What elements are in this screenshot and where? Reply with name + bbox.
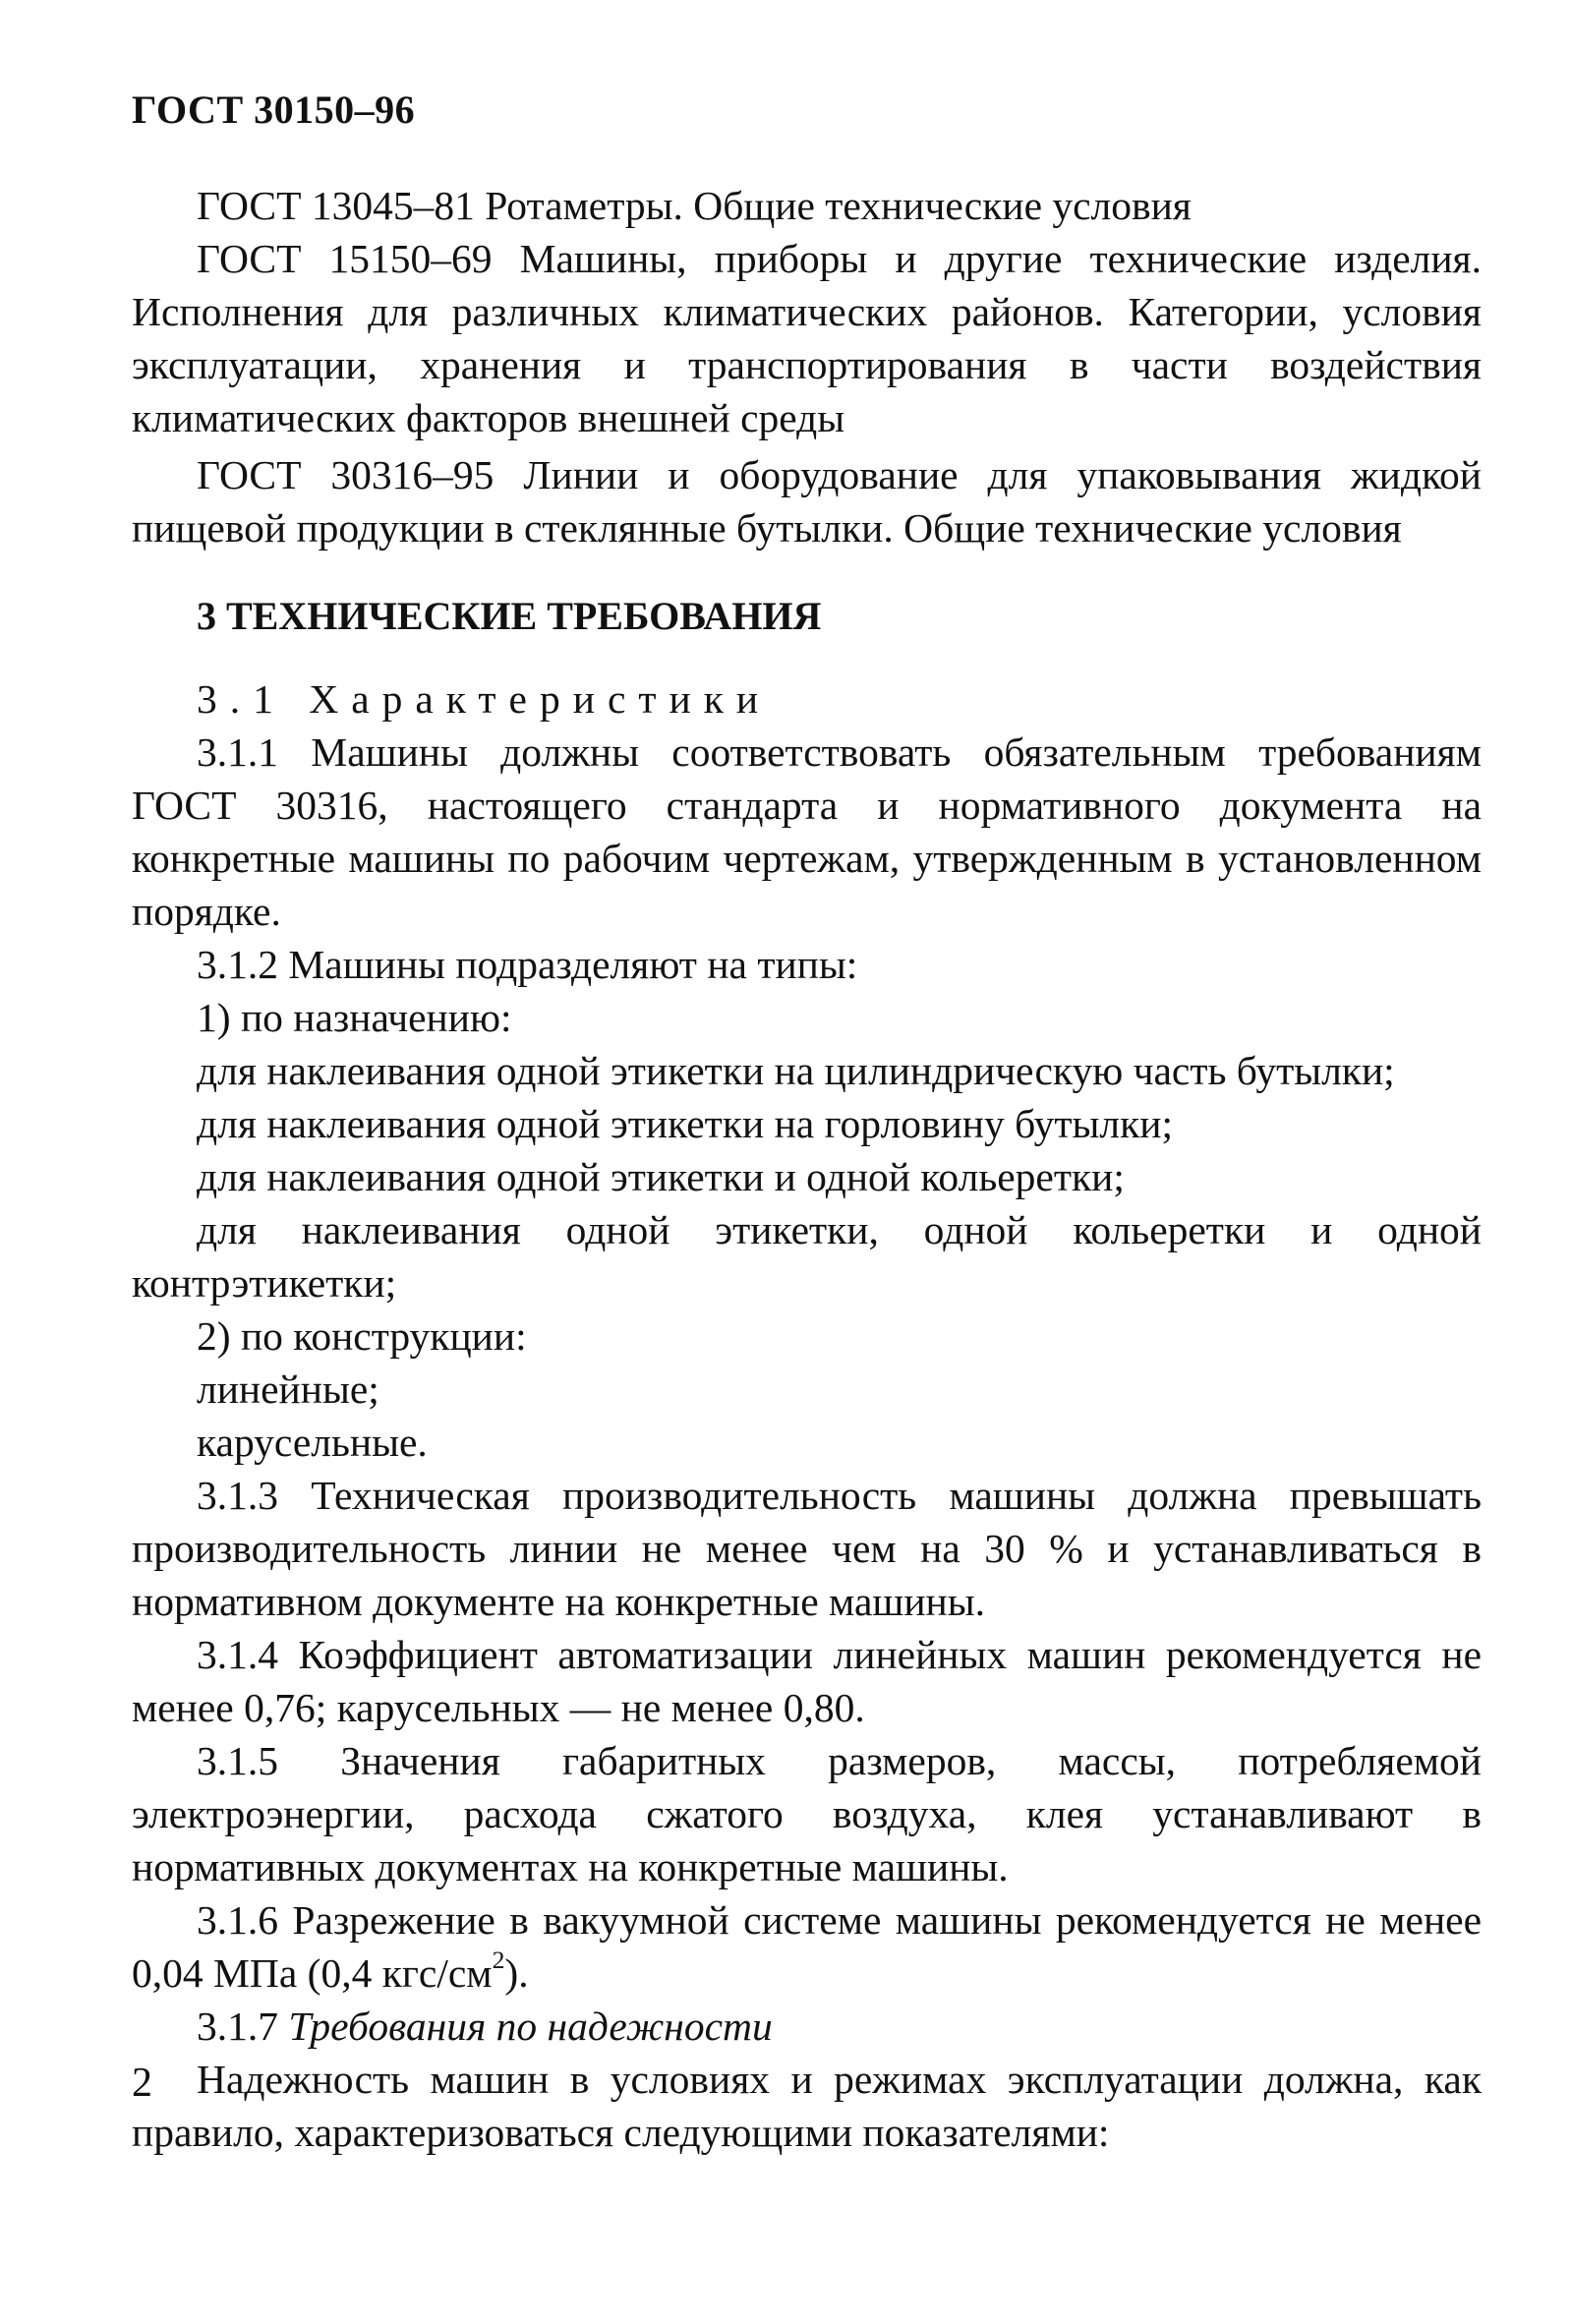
clause-3-1-5: 3.1.5 Значения габаритных размеров, массы, потребляемой электроэнергии, расхода сжатого воздуха, клея устанавливают в нормативных документах на конкретные машины. (132, 1738, 1482, 1889)
reliability-paragraph: Надежность машин в условиях и режимах эксплуатации должна, как правило, характеризоваться следующими показателями: (132, 2057, 1482, 2155)
list-by-purpose-label: 1) по назначению: (197, 995, 512, 1040)
purpose-item: для наклеивания одной этикетки и одной кольеретки; (197, 1154, 1125, 1199)
superscript-exponent: 2 (492, 1946, 505, 1975)
reference-gost-13045: ГОСТ 13045–81 Ротаметры. Общие технические условия (197, 183, 1192, 228)
clause-3-1-7-number: 3.1.7 (197, 2004, 289, 2049)
reference-gost-30316: ГОСТ 30316–95 Линии и оборудование для упаковывания жидкой пищевой продукции в стеклянные бутылки. Общие технические условия (132, 452, 1482, 551)
subsection-title: 3.1 Характеристики (197, 676, 772, 722)
clause-3-1-7 (132, 2000, 1482, 2053)
clause-3-1-3: 3.1.3 Техническая производительность машины должна превышать производительность линии не менее чем на 30 % и устанавливаться в нормативном документе на конкретные машины. (132, 1473, 1482, 1624)
clause-3-1-6 (132, 1893, 1482, 2000)
document-header: ГОСТ 30150–96 (132, 87, 416, 132)
clause-3-1-7-title: Требования по надежности (288, 2004, 773, 2049)
reference-gost-15150: ГОСТ 15150–69 Машины, приборы и другие технические изделия. Исполнения для различных климатических районов. Категории, условия эксплуатации, хранения и транспортирования в части воздействия климатических факторов внешней среды (132, 236, 1482, 440)
clause-3-1-6-text: 3.1.6 Разрежение в вакуумной системе машины рекомендуется не менее 0,04 МПа (0,4 кгс/см (132, 1897, 1482, 1996)
clause-3-1-6-end: ). (504, 1950, 529, 1996)
purpose-item: для наклеивания одной этикетки на горловину бутылки; (197, 1101, 1174, 1146)
clause-3-1-4: 3.1.4 Коэффициент автоматизации линейных машин рекомендуется не менее 0,76; карусельных — не менее 0,80. (132, 1632, 1482, 1730)
purpose-item: для наклеивания одной этикетки, одной кольеретки и одной контрэтикетки; (132, 1207, 1482, 1306)
purpose-item: для наклеивания одной этикетки на цилиндрическую часть бутылки; (197, 1048, 1395, 1093)
list-by-design-label: 2) по конструкции: (197, 1313, 527, 1359)
design-item: карусельные. (197, 1420, 428, 1465)
design-item: линейные; (197, 1366, 379, 1412)
section-heading: 3 ТЕХНИЧЕСКИЕ ТРЕБОВАНИЯ (197, 594, 822, 638)
clause-3-1-1: 3.1.1 Машины должны соответствовать обязательным требованиям ГОСТ 30316, настоящего стандарта и нормативного документа на конкретные машины по рабочим чертежам, утвержденным в установленном порядке. (132, 729, 1482, 934)
page-number: 2 (132, 2061, 152, 2106)
document-body (132, 179, 1482, 2159)
clause-3-1-2: 3.1.2 Машины подразделяют на типы: (197, 942, 858, 987)
